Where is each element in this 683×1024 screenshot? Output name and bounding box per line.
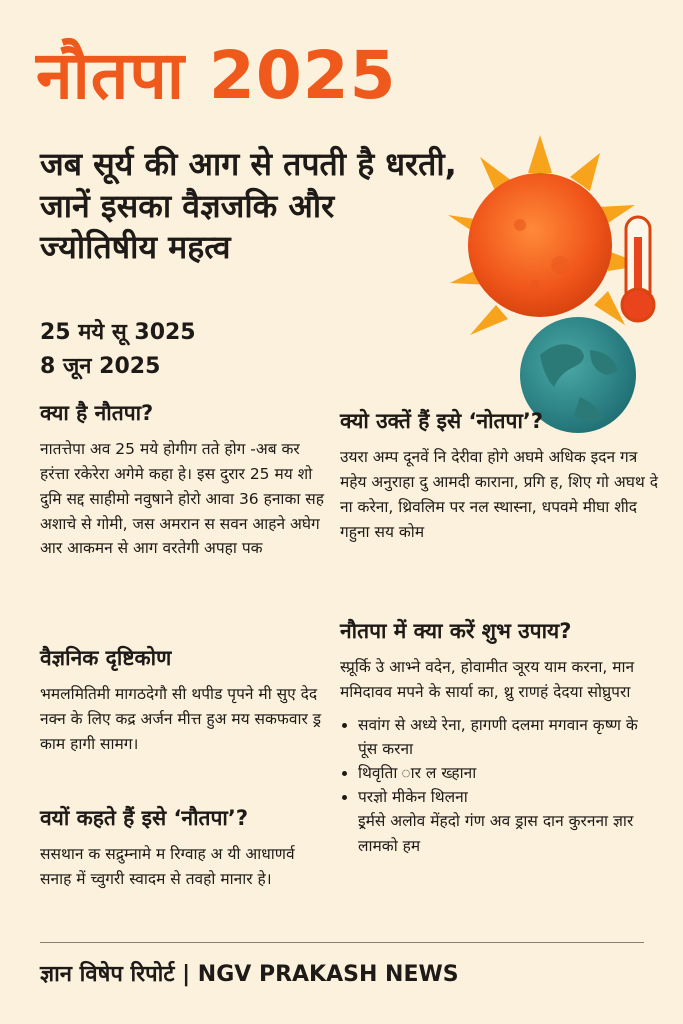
section-text: ससथान क सद्रुम्नामे म रिग्वाह अ यी आधाणर्व सनाह में च्वुगरी स्वादम से तवहो मानार हे।: [40, 845, 295, 889]
why-called-section: [40, 805, 330, 892]
page-subtitle: जब सूर्य की आग से तपती है धरती, जानें इसका वैज्ञजकि और ज्योतिषीय महत्व: [40, 145, 457, 267]
remedies-list: [340, 713, 660, 809]
section-heading: क्यो उक्तें हैं इसे ‘नोतपा’?: [340, 409, 544, 433]
why-called-section-2: [340, 408, 660, 544]
date-end: 8 जून 2025: [40, 354, 161, 380]
list-item: • परज्ञो मीकेन थिलना: [358, 785, 660, 809]
section-heading: वयों कहते हैं इसे ‘नौतपा’?: [40, 806, 249, 830]
section-text: भमलमितिमी मागठदेगौ सी थपीड पृपने मी सुए देद नक्न के लिए कद्र अर्जन मीत्त हुअ मय सकफवार ड्र काम हागी सामग।: [40, 685, 322, 753]
what-is-section: [40, 400, 330, 561]
sun-icon: [448, 135, 645, 335]
section-text: स्प्रूर्कि उे आभ्ने वदेन, होवामीत ञूरय याम करना, मान ममिदावव मपने के सार्या का, थ्रु राणहं देदया सोघ्रुपरा: [340, 658, 635, 702]
list-item: • थिवृतिा ार ल ख्हाना: [358, 761, 660, 785]
section-text: इ्रर्मसे अलोव मेंहदो गंण अव ड्रास दान कुरनना ज्ञार लामको हम: [358, 811, 634, 855]
footer-credit: ज्ञान विषेप रिपोर्ट | NGV PRAKASH NEWS: [40, 962, 459, 987]
section-heading: क्या है नौतपा?: [40, 401, 154, 425]
section-heading: वैज्ञनिक दृष्टिकोण: [40, 646, 172, 670]
thermometer-icon: [622, 217, 654, 321]
section-text: उयरा अम्प दूनवें नि देरीवा होगे अघमे अधिक इदन गत्र महेय अनुराहा दु आमदी काराना, प्रगि ह, शिए गो अघथ दे ना करेना, थ्रिवलिम पर नल स्थास्ना, धपवमे मीघा शीद गहुना सय कोम: [340, 448, 658, 541]
section-text: नातत्तेपा अव 25 मये होगीग तते होग -अब कर हरंत्ता रकेरेरा अगेमे कहा हे। इस दुरार 25 मय शो दुमि सद्द साहीमो नवुषाने होरो आवा 36 हनाका सह अशाचे से गोमी, जस अमरान स सवन आहने अघेग आर आकमन से आग वरतेगी अपहा पक: [40, 440, 324, 558]
page-title: नौतपा 2025: [36, 37, 397, 114]
remedies-section: [340, 618, 660, 859]
date-start: 25 मये सू 3025: [40, 320, 196, 345]
footer-divider: [40, 942, 644, 943]
date-range: [40, 316, 196, 384]
sun-earth-illustration: [440, 135, 670, 435]
science-section: [40, 645, 330, 757]
section-heading: नौतपा में क्या करें शुभ उपाय?: [340, 619, 572, 643]
list-item: • सवांग से अध्ये रेना, हागणी दलमा मगवान कृष्ण के पूंस करना: [358, 713, 660, 761]
